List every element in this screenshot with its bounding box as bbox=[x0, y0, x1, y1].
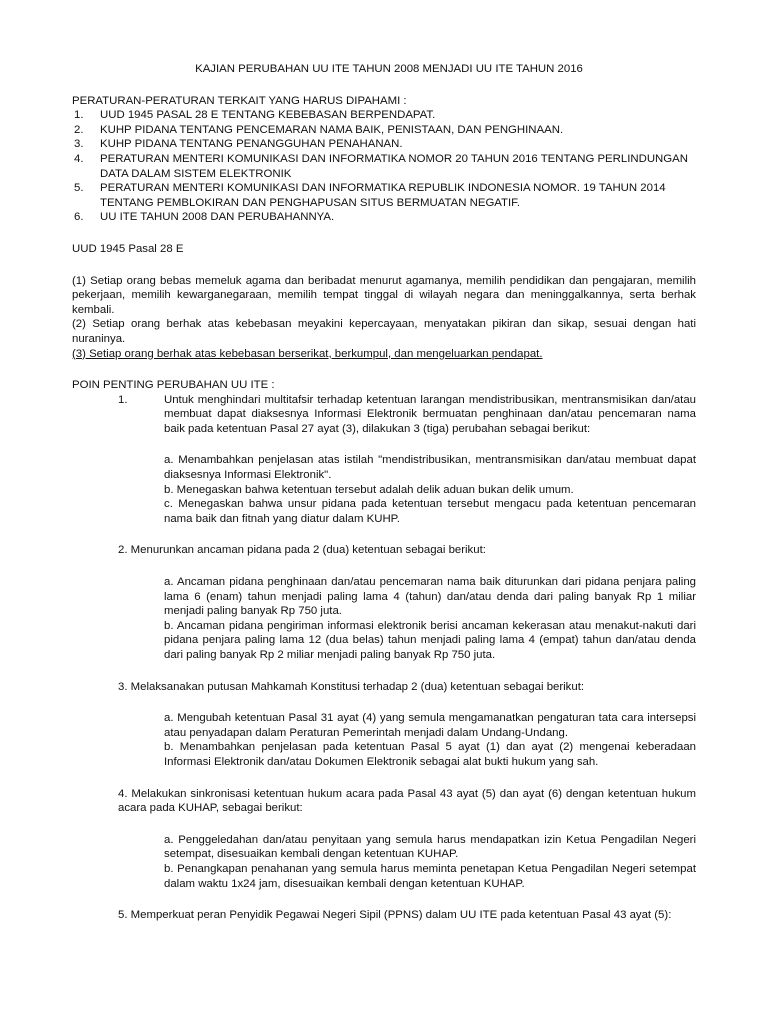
point-1-b: b. Menegaskan bahwa ketentuan tersebut adalah delik aduan bukan delik umum. bbox=[164, 483, 574, 496]
list-item bbox=[72, 210, 696, 225]
list-item bbox=[72, 123, 696, 138]
list-number: 2. bbox=[74, 123, 84, 136]
point-1-number: 1. bbox=[118, 393, 128, 406]
point-2-b: b. Ancaman pidana pengiriman informasi elektronik berisi ancaman kekerasan atau menakut-nakuti dari pidana penjara paling lama 12 (dua belas) tahun menjadi paling lama 4 (empat) tahun dan/atau denda dari paling banyak Rp 2 miliar menjadi paling banyak Rp 750 juta. bbox=[164, 619, 696, 661]
point-1-c: c. Menegaskan bahwa unsur pidana pada ketentuan tersebut mengacu pada ketentuan pencemaran nama baik dan fitnah yang diatur dalam KUHP. bbox=[164, 498, 696, 525]
uud-paragraph-2: (2) Setiap orang berhak atas kebebasan meyakini kepercayaan, menyatakan pikiran dan sikap, sesuai dengan hati nuraninya. bbox=[72, 318, 696, 345]
list-text: PERATURAN MENTERI KOMUNIKASI DAN INFORMATIKA REPUBLIK INDONESIA NOMOR. 19 TAHUN 2014 TENTANG PEMBLOKIRAN DAN PENGHAPUSAN SITUS BERMUATAN NEGATIF. bbox=[100, 182, 666, 209]
list-item bbox=[72, 108, 696, 123]
point-3-b: b. Menambahkan penjelasan pada ketentuan Pasal 5 ayat (1) dan ayat (2) mengenai keberadaan Informasi Elektronik dan/atau Dokumen Elektronik sebagai alat bukti hukum yang sah. bbox=[164, 741, 696, 768]
list-text: UU ITE TAHUN 2008 DAN PERUBAHANNYA. bbox=[100, 211, 335, 224]
regulations-heading: PERATURAN-PERATURAN TERKAIT YANG HARUS DIPAHAMI : bbox=[72, 94, 407, 107]
list-number: 3. bbox=[74, 138, 84, 151]
list-number: 5. bbox=[74, 182, 84, 195]
list-number: 4. bbox=[74, 152, 84, 165]
list-text: UUD 1945 PASAL 28 E TENTANG KEBEBASAN BERPENDAPAT. bbox=[100, 109, 436, 122]
uud-paragraph-3: (3) Setiap orang berhak atas kebebasan berserikat, berkumpul, dan mengeluarkan pendapat. bbox=[72, 347, 543, 360]
point-1-a: a. Menambahkan penjelasan atas istilah "mendistribusikan, mentransmisikan dan/atau membuat dapat diaksesnya Informasi Elektronik". bbox=[164, 454, 696, 482]
point-1-text: Untuk menghindari multitafsir terhadap ketentuan larangan mendistribusikan, mentransmisikan dan/atau membuat dapat diaksesnya Informasi Elektronik bermuatan penghinaan dan/atau pencemaran nama baik pada ketentuan Pasal 27 ayat (3), dilakukan 3 (tiga) perubahan sebagai berikut: bbox=[164, 393, 696, 435]
list-item bbox=[72, 137, 696, 152]
point-2: 2. Menurunkan ancaman pidana pada 2 (dua) ketentuan sebagai berikut: bbox=[118, 544, 486, 557]
point-5: 5. Memperkuat peran Penyidik Pegawai Negeri Sipil (PPNS) dalam UU ITE pada ketentuan Pasal 43 ayat (5): bbox=[118, 909, 672, 922]
list-item bbox=[72, 181, 696, 210]
list-text: KUHP PIDANA TENTANG PENCEMARAN NAMA BAIK, PENISTAAN, DAN PENGHINAAN. bbox=[100, 123, 564, 136]
point-4-b: b. Penangkapan penahanan yang semula harus meminta penetapan Ketua Pengadilan Negeri setempat dalam waktu 1x24 jam, disesuaikan kembali dengan ketentuan KUHAP. bbox=[164, 862, 696, 890]
point-2-a: a. Ancaman pidana penghinaan dan/atau pencemaran nama baik diturunkan dari pidana penjara paling lama 6 (enam) tahun menjadi paling lama 4 (tahun) dan/atau denda dari paling banyak Rp 1 miliar menjadi paling banyak Rp 750 juta. bbox=[164, 576, 696, 618]
point-4-a: a. Penggeledahan dan/atau penyitaan yang semula harus mendapatkan izin Ketua Pengadilan Negeri setempat, disesuaikan kembali dengan ketentuan KUHAP. bbox=[164, 833, 696, 861]
regulations-list bbox=[72, 108, 696, 225]
point-3-a: a. Mengubah ketentuan Pasal 31 ayat (4) yang semula mengamanatkan pengaturan tata cara intersepsi atau penyadapan dalam Peraturan Pemerintah menjadi dalam Undang-Undang. bbox=[164, 712, 696, 739]
list-text: KUHP PIDANA TENTANG PENANGGUHAN PENAHANAN. bbox=[100, 138, 403, 151]
uud-heading: UUD 1945 Pasal 28 E bbox=[72, 242, 184, 255]
list-number: 1. bbox=[74, 109, 84, 122]
list-item bbox=[72, 152, 696, 181]
list-text: PERATURAN MENTERI KOMUNIKASI DAN INFORMATIKA NOMOR 20 TAHUN 2016 TENTANG PERLINDUNGAN DATA DALAM SISTEM ELEKTRONIK bbox=[100, 152, 688, 180]
list-number: 6. bbox=[74, 211, 84, 224]
document-title: KAJIAN PERUBAHAN UU ITE TAHUN 2008 MENJADI UU ITE TAHUN 2016 bbox=[195, 63, 583, 75]
uud-paragraph-1: (1) Setiap orang bebas memeluk agama dan beribadat menurut agamanya, memilih pendidikan dan pengajaran, memilih pekerjaan, memilih kewarganegaraan, memilih tempat tinggal di wilayah negara dan meninggalkannya, serta berhak kembali. bbox=[72, 274, 696, 316]
point-3: 3. Melaksanakan putusan Mahkamah Konstitusi terhadap 2 (dua) ketentuan sebagai berikut: bbox=[118, 680, 585, 693]
point-4: 4. Melakukan sinkronisasi ketentuan hukum acara pada Pasal 43 ayat (5) dan ayat (6) dengan ketentuan hukum acara pada KUHAP, sebagai berikut: bbox=[118, 787, 696, 815]
point-1 bbox=[118, 393, 696, 437]
poin-heading: POIN PENTING PERUBAHAN UU ITE : bbox=[72, 379, 275, 392]
